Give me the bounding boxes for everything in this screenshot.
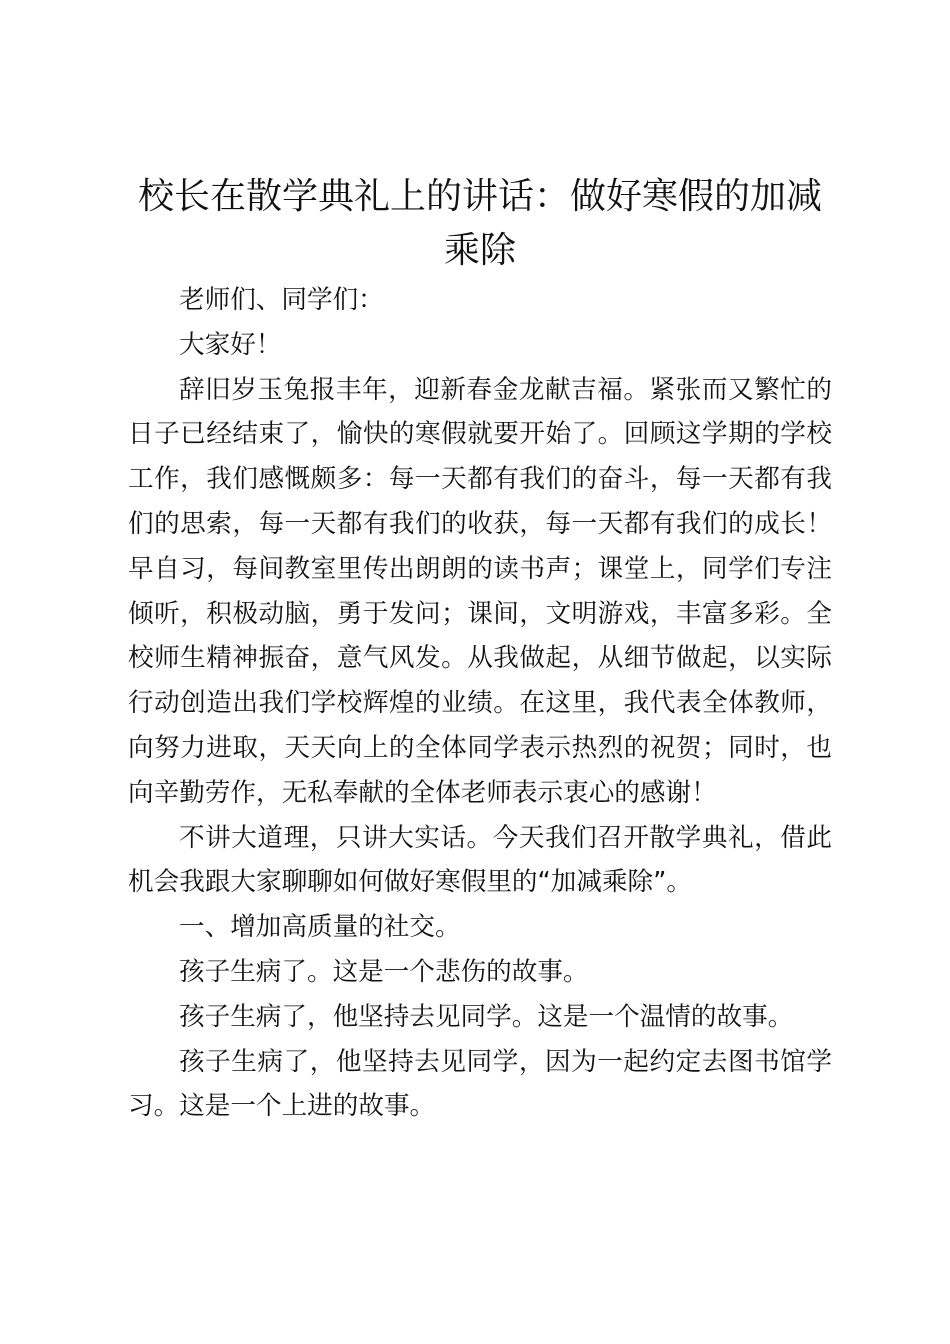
document-body xyxy=(128,278,832,1129)
salutation: 老师们、同学们： xyxy=(179,285,384,315)
paragraph-story-2: 孩子生病了，他坚持去见同学。这是一个温情的故事。 xyxy=(179,1001,794,1032)
document-title: 校长在散学典礼上的讲话：做好寒假的加减乘除 xyxy=(137,176,822,271)
greeting: 大家好！ xyxy=(179,329,282,360)
paragraph-story-1: 孩子生病了。这是一个悲伤的故事。 xyxy=(179,956,589,987)
section-heading: 一、增加高质量的社交。 xyxy=(179,912,461,943)
paragraph-review: 辞旧岁玉兔报丰年，迎新春金龙献吉福。紧张而又繁忙的日子已经结束了，愉快的寒假就要开始了。回顾这学期的学校工作，我们感慨颇多：每一天都有我们的奋斗，每一天都有我们的思索，每一天都有我们的收获，每一天都有我们的成长！早自习，每间教室里传出朗朗的读书声；课堂上，同学们专注倾听，积极动脑，勇于发问；课间，文明游戏，丰富多彩。全校师生精神振奋，意气风发。从我做起，从细节做起，以实际行动创造出我们学校辉煌的业绩。在这里，我代表全体教师，向努力进取，天天向上的全体同学表示热烈的祝贺；同时，也向辛勤劳作，无私奉献的全体老师表示衷心的感谢！ xyxy=(128,374,832,808)
paragraph-intro: 不讲大道理，只讲大实话。今天我们召开散学典礼，借此机会我跟大家聊聊如何做好寒假里的“加减乘除”。 xyxy=(128,822,832,898)
paragraph-story-3: 孩子生病了，他坚持去见同学，因为一起约定去图书馆学习。这是一个上进的故事。 xyxy=(128,1046,832,1122)
